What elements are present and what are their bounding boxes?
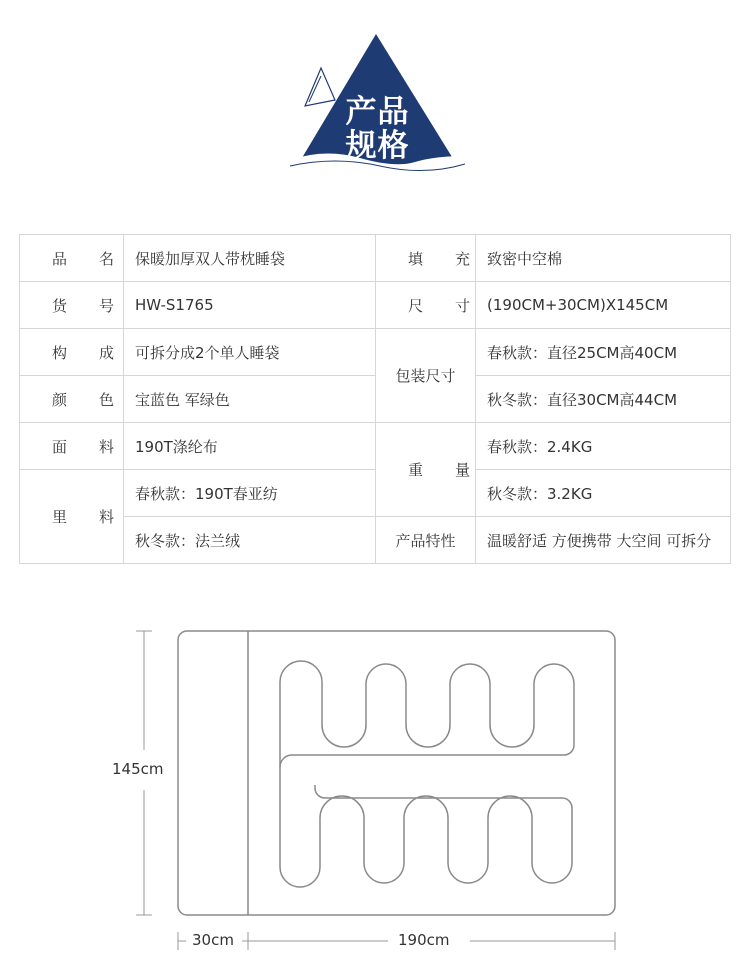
color-value: 宝蓝色 军绿色 (124, 376, 376, 423)
table-row (20, 470, 731, 517)
table-row (20, 423, 731, 470)
product-spec-badge (285, 30, 470, 180)
structure-label: 构成 (52, 343, 147, 362)
height-dimension-label: 145cm (112, 760, 164, 778)
pillow-width-label: 30cm (192, 931, 234, 949)
pack-label: 包装尺寸 (376, 329, 476, 423)
size-label: 尺寸 (408, 296, 503, 315)
weight-spring-value: 春秋款：2.4KG (476, 423, 731, 470)
table-row (20, 235, 731, 282)
fill-label: 填充 (408, 249, 503, 268)
pack-winter-value: 秋冬款：直径30CM高44CM (476, 376, 731, 423)
size-value: (190CM+30CM)X145CM (476, 282, 731, 329)
feature-value: 温暖舒适 方便携带 大空间 可拆分 (476, 517, 731, 564)
spec-table (19, 234, 731, 564)
table-row (20, 376, 731, 423)
color-label: 颜色 (52, 390, 147, 409)
fabric-value: 190T涤纶布 (124, 423, 376, 470)
code-value: HW-S1765 (124, 282, 376, 329)
fill-value: 致密中空棉 (476, 235, 731, 282)
feature-label: 产品特性 (376, 517, 476, 564)
name-label: 品名 (52, 249, 147, 268)
weight-label: 重量 (408, 461, 503, 479)
bag-width-label: 190cm (398, 931, 450, 949)
sleeping-bag-diagram (0, 600, 750, 963)
sleeping-bag-outline (0, 600, 750, 963)
table-row (20, 329, 731, 376)
lining-spring-value: 春秋款：190T春亚纺 (124, 470, 376, 517)
fabric-label: 面料 (52, 437, 147, 456)
pack-spring-value: 春秋款：直径25CM高40CM (476, 329, 731, 376)
badge-title-line1: 产品 (345, 94, 410, 130)
structure-value: 可拆分成2个单人睡袋 (124, 329, 376, 376)
weight-winter-value: 秋冬款：3.2KG (476, 470, 731, 517)
table-row (20, 282, 731, 329)
code-label: 货号 (52, 296, 147, 315)
badge-title-line2: 规格 (345, 128, 410, 164)
name-value: 保暖加厚双人带枕睡袋 (124, 235, 376, 282)
lining-label: 里料 (52, 508, 147, 526)
lining-winter-value: 秋冬款：法兰绒 (124, 517, 376, 564)
